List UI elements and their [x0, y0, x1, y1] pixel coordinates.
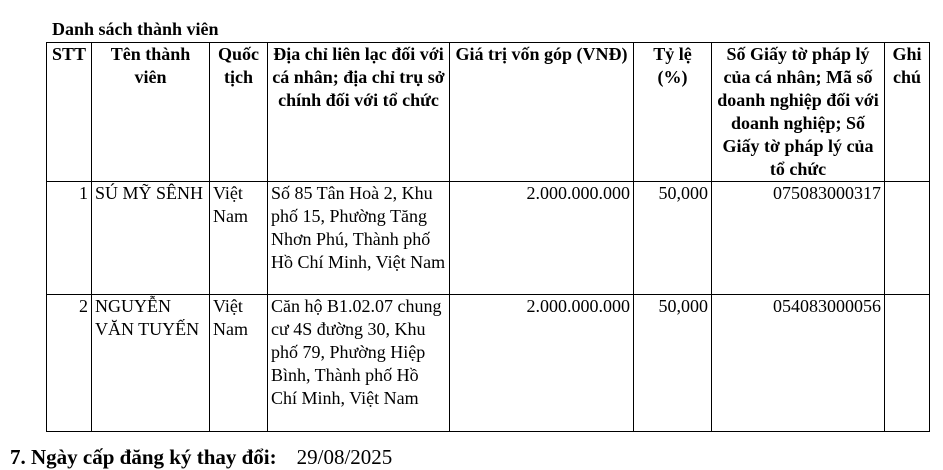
table-header-row: [47, 43, 930, 182]
members-table: [46, 42, 930, 432]
cell-nationality: Việt Nam: [210, 295, 268, 432]
header-legal-doc: Số Giấy tờ pháp lý của cá nhân; Mã số doanh nghiệp đối với doanh nghiệp; Số Giấy tờ pháp lý của tổ chức: [712, 43, 885, 182]
table-row: [47, 182, 930, 295]
cell-capital: 2.000.000.000: [450, 182, 634, 295]
cell-stt: 1: [47, 182, 92, 295]
table-row: [47, 295, 930, 432]
cell-name: NGUYỄN VĂN TUYẾN: [92, 295, 210, 432]
change-date-value: 29/08/2025: [296, 445, 393, 469]
cell-nationality: Việt Nam: [210, 182, 268, 295]
cell-note: [885, 182, 930, 295]
header-name: Tên thành viên: [92, 43, 210, 182]
header-stt: STT: [47, 43, 92, 182]
cell-name: SÚ MỸ SÊNH: [92, 182, 210, 295]
cell-stt: 2: [47, 295, 92, 432]
change-registration-date: [10, 444, 392, 470]
change-date-label: 7. Ngày cấp đăng ký thay đổi:: [10, 445, 277, 469]
cell-address: Số 85 Tân Hoà 2, Khu phố 15, Phường Tăng Nhơn Phú, Thành phố Hồ Chí Minh, Việt Nam: [268, 182, 450, 295]
cell-legal-doc: 075083000317: [712, 182, 885, 295]
cell-ratio: 50,000: [634, 295, 712, 432]
header-nationality: Quốc tịch: [210, 43, 268, 182]
header-ratio: Tỷ lệ (%): [634, 43, 712, 182]
header-address: Địa chỉ liên lạc đối với cá nhân; địa chỉ trụ sở chính đối với tổ chức: [268, 43, 450, 182]
cell-note: [885, 295, 930, 432]
cell-address: Căn hộ B1.02.07 chung cư 4S đường 30, Khu phố 79, Phường Hiệp Bình, Thành phố Hồ Chí Minh, Việt Nam: [268, 295, 450, 432]
cell-capital: 2.000.000.000: [450, 295, 634, 432]
header-note: Ghi chú: [885, 43, 930, 182]
cell-legal-doc: 054083000056: [712, 295, 885, 432]
cell-ratio: 50,000: [634, 182, 712, 295]
section-title: Danh sách thành viên: [52, 19, 219, 39]
header-capital: Giá trị vốn góp (VNĐ): [450, 43, 634, 182]
